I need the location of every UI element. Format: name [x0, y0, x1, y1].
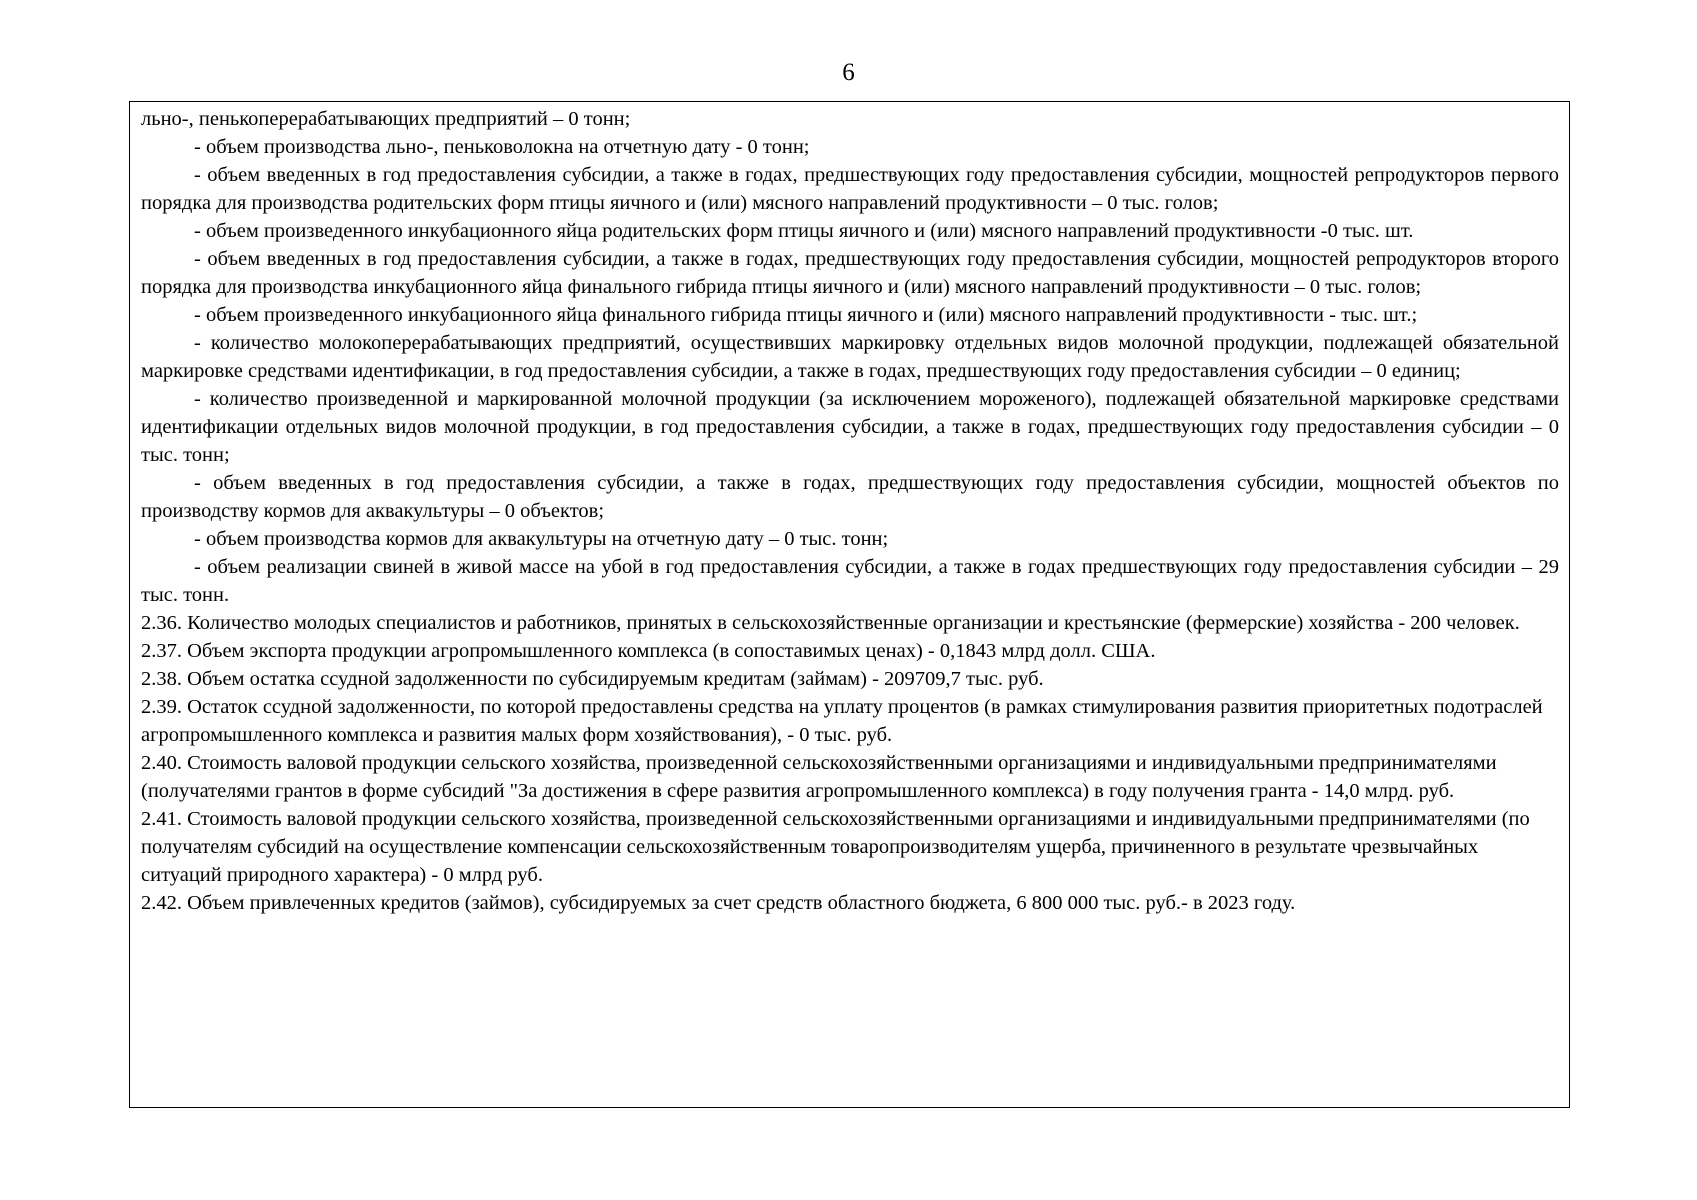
section-2-41: 2.41. Стоимость валовой продукции сельского хозяйства, произведенной сельскохозяйственными организациями и индивидуальными предпринимателями (по получателям субсидий на осуществление компенсации сельскохозяйственным товаропроизводителям ущерба, причиненного в результате чрезвычайных ситуаций природного характера) - 0 млрд руб.	[141, 808, 1530, 886]
list-item: - объем введенных в год предоставления субсидии, а также в годах, предшествующих году предоставления субсидии, мощностей объектов по производству кормов для аквакультуры – 0 объектов;	[141, 472, 1559, 522]
list-item: - объем производства льно-, пеньковолокна на отчетную дату - 0 тонн;	[194, 136, 810, 158]
list-item: - объем введенных в год предоставления субсидии, а также в годах, предшествующих году предоставления субсидии, мощностей репродукторов первого порядка для производства родительских форм птицы яичного и (или) мясного направлений продуктивности – 0 тыс. голов;	[141, 164, 1559, 214]
list-item: - объем произведенного инкубационного яйца родительских форм птицы яичного и (или) мясного направлений продуктивности -0 тыс. шт.	[194, 220, 1414, 242]
list-item: - количество произведенной и маркированной молочной продукции (за исключением мороженого), подлежащей обязательной маркировке средствами идентификации отдельных видов молочной продукции, в год предоставления субсидии, а также в годах, предшествующих году предоставления субсидии – 0 тыс. тонн;	[141, 388, 1559, 466]
list-item: - объем производства кормов для аквакультуры на отчетную дату – 0 тыс. тонн;	[194, 528, 889, 550]
section-2-36: 2.36. Количество молодых специалистов и работников, принятых в сельскохозяйственные организации и крестьянские (фермерские) хозяйства - 200 человек.	[141, 612, 1520, 634]
text-frame	[129, 101, 1570, 1108]
section-2-40: 2.40. Стоимость валовой продукции сельского хозяйства, произведенной сельскохозяйственными организациями и индивидуальными предпринимателями (получателями грантов в форме субсидий "За достижения в сфере развития агропромышленного комплекса) в году получения гранта - 14,0 млрд. руб.	[141, 752, 1497, 802]
list-item: - объем произведенного инкубационного яйца финального гибрида птицы яичного и (или) мясного направлений продуктивности - тыс. шт.;	[194, 304, 1418, 326]
list-item: - объем введенных в год предоставления субсидии, а также в годах, предшествующих году предоставления субсидии, мощностей репродукторов второго порядка для производства инкубационного яйца финального гибрида птицы яичного и (или) мясного направлений продуктивности – 0 тыс. голов;	[141, 248, 1559, 298]
section-2-42: 2.42. Объем привлеченных кредитов (займов), субсидируемых за счет средств областного бюджета, 6 800 000 тыс. руб.- в 2023 году.	[141, 892, 1296, 914]
section-2-39: 2.39. Остаток ссудной задолженности, по которой предоставлены средства на уплату процентов (в рамках стимулирования развития приоритетных подотраслей агропромышленного комплекса и развития малых форм хозяйствования), - 0 тыс. руб.	[141, 696, 1543, 746]
section-2-37: 2.37. Объем экспорта продукции агропромышленного комплекса (в сопоставимых ценах) - 0,1843 млрд долл. США.	[141, 640, 1156, 662]
list-item: - количество молокоперерабатывающих предприятий, осуществивших маркировку отдельных видов молочной продукции, подлежащей обязательной маркировке средствами идентификации, в год предоставления субсидии, а также в годах, предшествующих году предоставления субсидии – 0 единиц;	[141, 332, 1559, 382]
paragraph-continuation: льно-, пенькоперерабатывающих предприятий – 0 тонн;	[141, 108, 631, 130]
list-item: - объем реализации свиней в живой массе на убой в год предоставления субсидии, а также в годах предшествующих году предоставления субсидии – 29 тыс. тонн.	[141, 556, 1559, 606]
page-number: 6	[842, 59, 855, 86]
section-2-38: 2.38. Объем остатка ссудной задолженности по субсидируемым кредитам (займам) - 209709,7 тыс. руб.	[141, 668, 1044, 690]
